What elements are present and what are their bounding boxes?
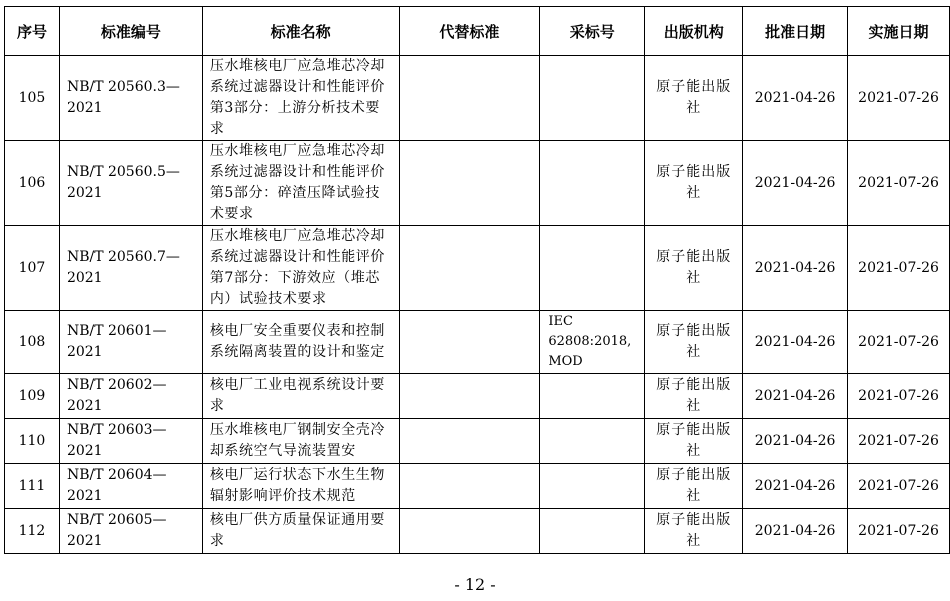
cell-replaced <box>399 311 540 374</box>
cell-publisher: 原子能出版社 <box>645 509 743 554</box>
cell-effective-date: 2021-07-26 <box>848 56 950 141</box>
cell-code: NB/T 20560.3—2021 <box>59 56 202 141</box>
page-number: - 12 - <box>454 575 496 594</box>
cell-effective-date: 2021-07-26 <box>848 141 950 226</box>
cell-adopted <box>540 374 645 419</box>
cell-effective-date: 2021-07-26 <box>848 226 950 311</box>
cell-adopted <box>540 419 645 464</box>
cell-code: NB/T 20604—2021 <box>59 464 202 509</box>
cell-approve-date: 2021-04-26 <box>743 56 848 141</box>
cell-replaced <box>399 374 540 419</box>
cell-name: 核电厂供方质量保证通用要求 <box>202 509 399 554</box>
cell-approve-date: 2021-04-26 <box>743 141 848 226</box>
cell-approve-date: 2021-04-26 <box>743 374 848 419</box>
cell-code: NB/T 20605—2021 <box>59 509 202 554</box>
cell-replaced <box>399 464 540 509</box>
cell-replaced <box>399 141 540 226</box>
cell-publisher: 原子能出版社 <box>645 374 743 419</box>
table-row <box>5 419 950 464</box>
header-code: 标准编号 <box>59 7 202 56</box>
cell-adopted <box>540 226 645 311</box>
cell-approve-date: 2021-04-26 <box>743 311 848 374</box>
cell-publisher: 原子能出版社 <box>645 464 743 509</box>
cell-name: 压水堆核电厂应急堆芯冷却系统过滤器设计和性能评价 第7部分：下游效应（堆芯内）试验技术要求 <box>202 226 399 311</box>
cell-adopted <box>540 56 645 141</box>
cell-name: 核电厂安全重要仪表和控制系统隔离装置的设计和鉴定 <box>202 311 399 374</box>
header-effective-date: 实施日期 <box>848 7 950 56</box>
table-row <box>5 226 950 311</box>
cell-approve-date: 2021-04-26 <box>743 509 848 554</box>
standards-table <box>4 6 950 554</box>
cell-adopted <box>540 464 645 509</box>
cell-publisher: 原子能出版社 <box>645 226 743 311</box>
cell-effective-date: 2021-07-26 <box>848 464 950 509</box>
table-row <box>5 311 950 374</box>
cell-adopted <box>540 509 645 554</box>
table-row <box>5 141 950 226</box>
cell-approve-date: 2021-04-26 <box>743 226 848 311</box>
cell-publisher: 原子能出版社 <box>645 419 743 464</box>
cell-adopted <box>540 141 645 226</box>
table-row <box>5 56 950 141</box>
cell-approve-date: 2021-04-26 <box>743 419 848 464</box>
cell-name: 核电厂工业电视系统设计要求 <box>202 374 399 419</box>
cell-publisher: 原子能出版社 <box>645 56 743 141</box>
cell-seq: 112 <box>5 509 60 554</box>
cell-replaced <box>399 509 540 554</box>
cell-seq: 111 <box>5 464 60 509</box>
cell-approve-date: 2021-04-26 <box>743 464 848 509</box>
cell-code: NB/T 20602—2021 <box>59 374 202 419</box>
cell-publisher: 原子能出版社 <box>645 311 743 374</box>
cell-seq: 110 <box>5 419 60 464</box>
table-row <box>5 374 950 419</box>
header-seq: 序号 <box>5 7 60 56</box>
cell-seq: 109 <box>5 374 60 419</box>
header-name: 标准名称 <box>202 7 399 56</box>
header-replaced: 代替标准 <box>399 7 540 56</box>
header-approve-date: 批准日期 <box>743 7 848 56</box>
cell-name: 压水堆核电厂应急堆芯冷却系统过滤器设计和性能评价 第3部分：上游分析技术要求 <box>202 56 399 141</box>
cell-code: NB/T 20601—2021 <box>59 311 202 374</box>
table-row <box>5 509 950 554</box>
table-row <box>5 464 950 509</box>
cell-seq: 106 <box>5 141 60 226</box>
cell-effective-date: 2021-07-26 <box>848 311 950 374</box>
cell-seq: 105 <box>5 56 60 141</box>
cell-replaced <box>399 226 540 311</box>
header-publisher: 出版机构 <box>645 7 743 56</box>
cell-adopted: IEC 62808:2018, MOD <box>540 311 645 374</box>
cell-name: 压水堆核电厂钢制安全壳冷却系统空气导流装置安 <box>202 419 399 464</box>
cell-name: 核电厂运行状态下水生生物辐射影响评价技术规范 <box>202 464 399 509</box>
cell-code: NB/T 20560.7—2021 <box>59 226 202 311</box>
cell-effective-date: 2021-07-26 <box>848 509 950 554</box>
cell-seq: 108 <box>5 311 60 374</box>
header-adopted: 采标号 <box>540 7 645 56</box>
cell-effective-date: 2021-07-26 <box>848 419 950 464</box>
header-row <box>5 7 950 56</box>
cell-code: NB/T 20603—2021 <box>59 419 202 464</box>
cell-seq: 107 <box>5 226 60 311</box>
cell-replaced <box>399 56 540 141</box>
cell-effective-date: 2021-07-26 <box>848 374 950 419</box>
cell-code: NB/T 20560.5—2021 <box>59 141 202 226</box>
cell-name: 压水堆核电厂应急堆芯冷却系统过滤器设计和性能评价 第5部分：碎渣压降试验技术要求 <box>202 141 399 226</box>
cell-publisher: 原子能出版社 <box>645 141 743 226</box>
cell-replaced <box>399 419 540 464</box>
